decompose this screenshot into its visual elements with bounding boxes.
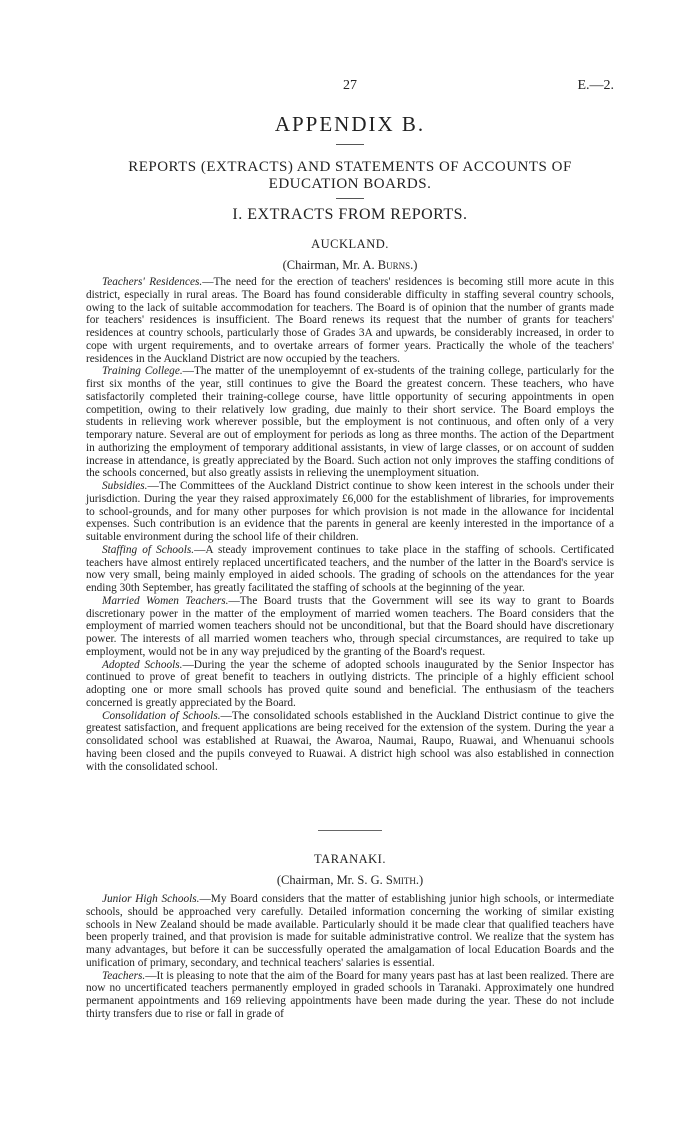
chair-suffix: .)	[415, 873, 424, 887]
paragraph: Training College.—The matter of the unemployemnt of ex-students of the training college, particularly for the first six months of the year, still continues to give the Board the greatest concern. These teachers, who have satisfactorily completed their training-college course, have little opportunity of securing appointments in open competition, owing to their relatively low grading, due mainly to their short service. The Board employs the students in relieving work wherever possible, but the employment is not continuous, and often only of a very temporary nature. Several are out of employment for periods as long as three months. The action of the Department in authorizing the employment of temporary additional assistants, in view of large classes, or on account of sudden increase in attendance, is greatly appreciated by the Board. Such action not only improves the staffing conditions of the schools concerned, but also greatly assists in relieving the unemployment situation.	[86, 365, 614, 480]
page-number: 27	[343, 78, 357, 93]
taranaki-body	[86, 893, 614, 1021]
chair-name: Smith	[385, 873, 416, 887]
chair-prefix: (Chairman, Mr. S. G.	[276, 873, 386, 887]
paragraph: Teachers.—It is pleasing to note that the aim of the Board for many years past has at last been realized. There are now no uncertificated teachers permanently employed in graded schools in Taranaki. Approximately one hundred permanent appointments and 169 relieving appointments have been made during the year. These do not include thirty transfers due to rise or fall in grade of	[86, 969, 614, 1020]
appendix-title: APPENDIX B.	[274, 112, 426, 136]
chair-name: Burns	[377, 258, 411, 272]
chair-suffix: .)	[410, 258, 418, 272]
section-separator	[318, 830, 382, 831]
paragraph: Consolidation of Schools.—The consolidated schools established in the Auckland District continue to give the greatest satisfaction, and frequent applications are being received for the extension of the system. During the year a consolidated school was established at Ruawai, the Awaroa, Naumai, Raupo, Ruawai, and Whenuanui schools having been closed and the pupils conveyed to Ruawai. A district high school was also established in connection with the consolidated school.	[86, 709, 614, 773]
section-title: I. EXTRACTS FROM REPORTS.	[232, 206, 468, 223]
paragraph: Subsidies.—The Committees of the Auckland District continue to show keen interest in the schools under their jurisdiction. During the year they raised approximately £6,000 for the establishment of libraries, for improvements to school-grounds, and for many other purposes for which provision is not made in the allowance for incidental expenses. Such contribution is an evidence that the parents in general are keenly interested in the importance of a suitable environment during the school life of their children.	[86, 480, 614, 543]
document-code: E.—2.	[577, 78, 614, 93]
paragraph: Married Women Teachers.—The Board trusts that the Government will see its way to grant to Boards discretionary power in the matter of the employment of married women teachers. The Board considers that the employment of married women teachers should not be unconditional, but that the Board should have discretionary power. The interests of all married women teachers who, through special circumstances, are required to take up employment, would not be in any way prejudiced by the granting of the Board's request.	[86, 594, 614, 658]
region-heading-auckland: AUCKLAND.	[311, 237, 389, 251]
chair-prefix: (Chairman, Mr. A.	[282, 258, 378, 272]
title-rule	[336, 144, 364, 145]
chairman-line-auckland	[0, 258, 700, 273]
paragraph: Junior High Schools.—My Board considers that the matter of establishing junior high schools, or intermediate schools, should be approached very carefully. Detailed information concerning the working of similar existing schools in New Zealand should be made available. Particularly should it be made clear that qualified teachers have been properly trained, and that provision is made for suitable administrative control. We realize that the system has many advantages, but before it can be successfully operated the amalgamation of local Education Boards and the unification of primary, secondary, and technical teachers' salaries is essential.	[86, 893, 614, 969]
paragraph: Staffing of Schools.—A steady improvement continues to take place in the staffing of schools. Certificated teachers have almost entirely replaced uncertificated teachers, and the number of the latter in the Board's service is now very small, being mainly employed in aided schools. The grading of schools on the attendances for the year ending 30th September, has greatly facilitated the staffing of schools at the beginning of the year.	[86, 543, 614, 594]
reports-title: REPORTS (EXTRACTS) AND STATEMENTS OF ACCOUNTS OF EDUCATION BOARDS.	[128, 159, 572, 192]
chairman-line-taranaki	[0, 873, 700, 888]
title-rule	[336, 198, 364, 199]
paragraph: Teachers' Residences.—The need for the erection of teachers' residences is becoming still more acute in this district, especially in rural areas. The Board has found considerable difficulty in staffing several country schools, owing to the lack of suitable accommodation for teachers. The Board is of opinion that the number of grants made for teachers' residences is insufficient. The Board renews its request that the number of grants for teachers' residences at country schools, particularly those of Grades 3A and upwards, be considerably increased, in order to cope with urgent requirements, and to overtake arrears of former years. Practically the whole of the teachers' residences in the Auckland District are now occupied by the teachers.	[86, 276, 614, 365]
paragraph: Adopted Schools.—During the year the scheme of adopted schools inaugurated by the Senior Inspector has continued to prove of great benefit to teachers in outlying districts. The principle of a highly efficient school adopting one or more small schools has proved quite sound and beneficial. The enthusiasm of the teachers concerned is greatly appreciated by the Board.	[86, 658, 614, 709]
auckland-body	[86, 276, 614, 773]
region-heading-taranaki: TARANAKI.	[314, 852, 386, 866]
